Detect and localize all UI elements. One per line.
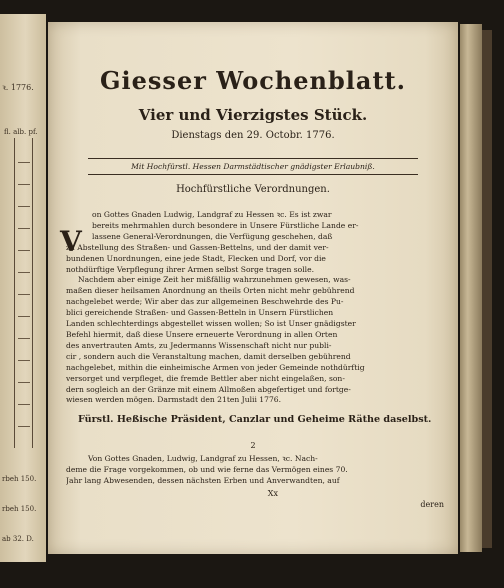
page-number: 2	[250, 441, 256, 450]
page-edge	[460, 24, 482, 552]
text-line: dern sogleich an der Gränze mit einem Allmoßen abgefertiget und fortge-	[66, 384, 351, 394]
text-line: blici gereichende Straßen- und Gassen-Betteln in Unsern Fürstlichen	[66, 308, 334, 318]
text-line: des anvertrauten Amts, zu Jedermanns Wissenschaft nicht nur publi-	[66, 340, 332, 350]
catchword: deren	[420, 500, 444, 509]
text-line: Landen schlechterdings abgestellet wissen wollen; So ist Unser gnädigster	[66, 319, 356, 329]
left-page-line: rbeh 150.	[2, 505, 37, 513]
license-rule-top	[88, 158, 418, 159]
ordinance-paragraph	[66, 210, 450, 406]
left-page-bottom-lines	[2, 454, 36, 562]
newspaper-title: Giesser Wochenblatt.	[100, 66, 406, 95]
text-line: wiesen werden mögen. Darmstadt den 21ten Julii 1776.	[66, 395, 282, 405]
left-page-rule	[14, 138, 15, 448]
license-line: Mit Hochfürstl. Hessen Darmstädtischer gnädigster Erlaubniß.	[131, 162, 375, 171]
section-heading: Hochfürstliche Verordnungen.	[176, 184, 330, 195]
text-line: maßen dieser heilsamen Anordnung an theils Orten nicht mehr gebührend	[66, 286, 355, 296]
text-line: Nachdem aber einige Zeit her mißfällig wahrzunehmen gewesen, was-	[78, 275, 351, 285]
text-line: nachgelebet, mithin die einheimische Armen von jeder Gemeinde nothdürftig	[66, 362, 365, 372]
license-rule-bottom	[88, 174, 418, 175]
signatory-title: Fürstl. Heßische Präsident, Canzlar und Geheime Räthe daselbst.	[78, 414, 432, 425]
issue-number: Vier und Vierzigstes Stück.	[138, 106, 368, 124]
left-page-line: rbeh 150.	[2, 475, 37, 483]
text-line: bereits mehrmahlen durch besondere in Unsere Fürstliche Lande er-	[92, 220, 359, 230]
book-cover-edge	[482, 30, 492, 548]
drop-cap: V	[60, 225, 82, 258]
text-line: nothdürftige Verpflegung ihrer Armen selbst Sorge tragen solle.	[66, 264, 315, 274]
left-page-line: ab 32. D.	[2, 535, 34, 543]
left-page-ledger-lines	[18, 148, 30, 438]
issue-date: Dienstags den 29. Octobr. 1776.	[171, 130, 335, 141]
text-line: versorget und verpfleget, die fremde Bettler aber nicht eingelaßen, son-	[66, 373, 345, 383]
text-line: nachgelebet werde; Wir aber das zur allgemeinen Beschwehrde des Pu-	[66, 297, 344, 307]
text-line: zu Abstellung des Straßen- und Gassen-Bettelns, und der damit ver-	[66, 242, 329, 252]
text-line: deme die Frage vorgekommen, ob und wie ferne das Vermögen eines 70.	[66, 464, 348, 474]
newspaper-page	[48, 22, 458, 554]
text-line: bundenen Unordnungen, eine jede Stadt, Flecken und Dorf, vor die	[66, 253, 326, 263]
text-line: cir , sondern auch die Veranstaltung machen, damit derselben gebührend	[66, 351, 351, 361]
signature-mark: Xx	[267, 489, 278, 498]
text-line: Von Gottes Gnaden, Ludwig, Landgraf zu Hessen, ꝛc. Nach-	[88, 454, 318, 463]
text-line: Jahr lang Abwesenden, dessen nächsten Erben und Anverwandten, auf	[66, 475, 340, 485]
second-ordinance-paragraph	[66, 454, 450, 487]
text-line: lassene General-Verordnungen, die Verfügung geschehen, daß	[92, 231, 333, 241]
left-page-column-header: fl. alb. pf.	[4, 128, 38, 136]
text-line: on Gottes Gnaden Ludwig, Landgraf zu Hessen ꝛc. Es ist zwar	[92, 210, 332, 219]
left-page-year: ꝛ. 1776.	[2, 83, 34, 92]
left-page-rule	[32, 138, 33, 448]
text-line: Befehl hiermit, daß diese Unsere erneuerte Verordnung in allen Orten	[66, 329, 338, 339]
left-page	[0, 14, 46, 562]
